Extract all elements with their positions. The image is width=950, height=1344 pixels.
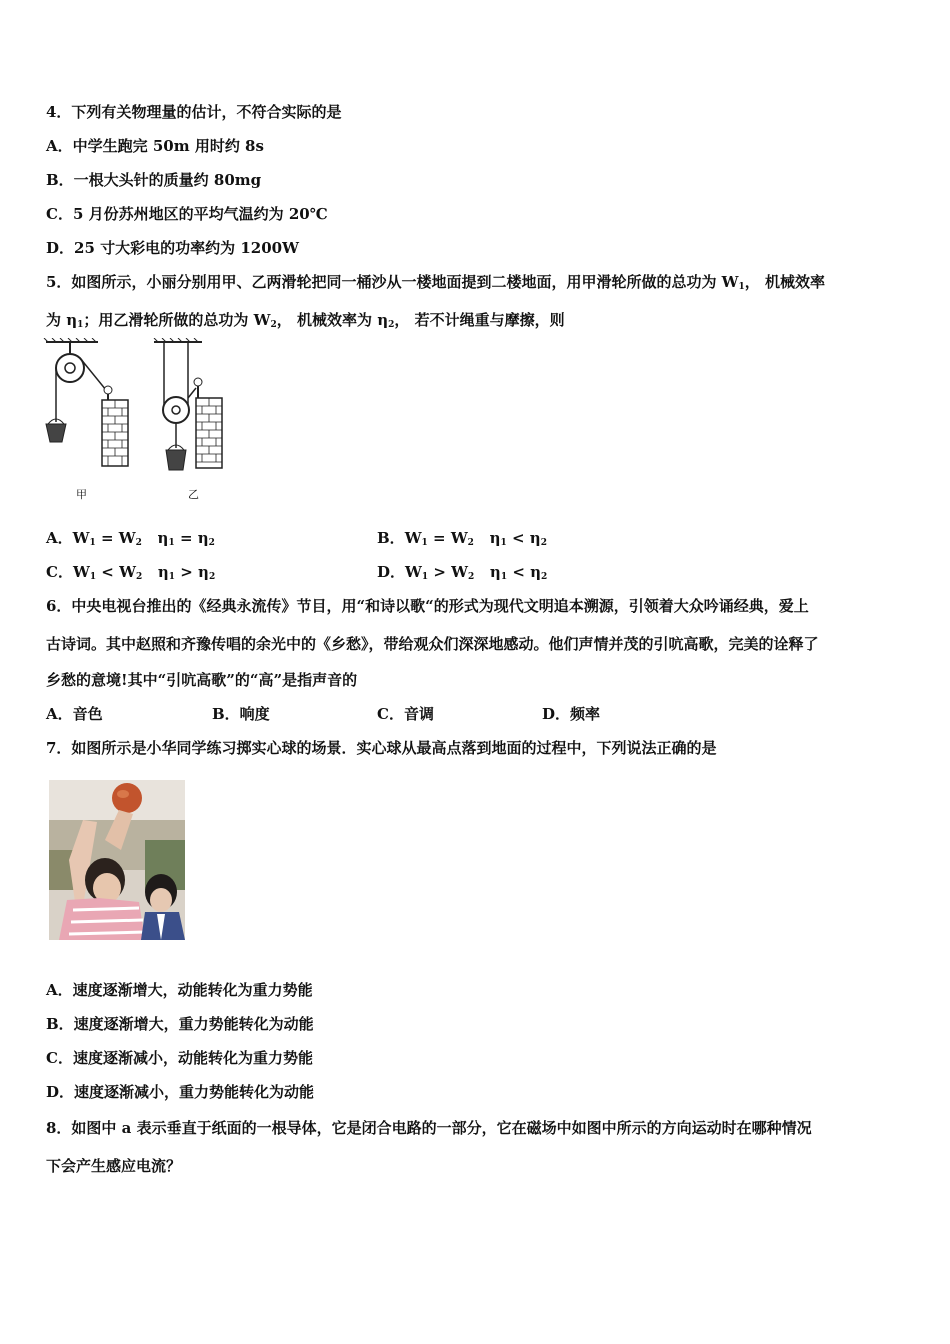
fixed-pulley-figure bbox=[40, 338, 140, 473]
figure-label-jia: 甲 bbox=[76, 488, 87, 501]
q4-option-d: D．25 寸大彩电的功率约为 1200W bbox=[46, 239, 299, 257]
q4-option-b: B．一根大头针的质量约 80mg bbox=[46, 171, 262, 189]
q7-option-a: A．速度逐渐增大，动能转化为重力势能 bbox=[46, 981, 313, 999]
q4-option-c: C．5 月份苏州地区的平均气温约为 20℃ bbox=[46, 205, 328, 223]
q8-stem-line1: 8．如图中 a 表示垂直于纸面的一根导体，它是闭合电路的一部分，它在磁场中如图中所示的方向运动时在哪种情况 bbox=[46, 1119, 812, 1137]
q4-stem: 4．下列有关物理量的估计，不符合实际的是 bbox=[46, 103, 342, 121]
q5-option-b: B．$W_1 = W_2$ $\eta_1 < \eta_2$ bbox=[377, 529, 547, 548]
q5-stem-line1: 5．如图所示，小丽分别用甲、乙两滑轮把同一桶沙从一楼地面提到二楼地面，用甲滑轮所做的总功为 $W_1$， 机械效率 bbox=[46, 273, 826, 292]
shot-put-photo bbox=[49, 780, 185, 940]
q6-option-c: C．音调 bbox=[377, 705, 434, 723]
q5-stem-line2: 为 $\eta_1$；用乙滑轮所做的总功为 $W_2$， 机械效率为 $\eta_2$， 若不计绳重与摩擦，则 bbox=[46, 311, 565, 330]
q6-stem-line2: 古诗词。其中赵照和齐豫传唱的余光中的《乡愁》，带给观众们深深地感动。他们声情并茂的引吭高歌，完美的诠释了 bbox=[46, 635, 819, 653]
q6-stem-line3: 乡愁的意境!其中“引吭高歌”的“高”是指声音的 bbox=[46, 671, 358, 689]
q7-option-c: C．速度逐渐减小，动能转化为重力势能 bbox=[46, 1049, 313, 1067]
q8-stem-line2: 下会产生感应电流？ bbox=[46, 1157, 182, 1175]
q7-option-d: D．速度逐渐减小，重力势能转化为动能 bbox=[46, 1083, 315, 1101]
q6-option-a: A．音色 bbox=[46, 705, 103, 723]
q5-option-c: C．$W_1 < W_2$ $\eta_1 > \eta_2$ bbox=[46, 563, 216, 582]
q6-stem-line1: 6．中央电视台推出的《经典永流传》节目，用“和诗以歌“的形式为现代文明追本溯源，引领着大众吟诵经典，爱上 bbox=[46, 597, 809, 615]
q6-option-b: B．响度 bbox=[212, 705, 270, 723]
figure-label-yi: 乙 bbox=[188, 488, 199, 501]
q5-option-d: D．$W_1 > W_2$ $\eta_1 < \eta_2$ bbox=[377, 563, 548, 582]
q5-option-a: A．$W_1 = W_2$ $\eta_1 = \eta_2$ bbox=[46, 529, 215, 548]
movable-pulley-figure bbox=[150, 338, 230, 488]
q7-option-b: B．速度逐渐增大，重力势能转化为动能 bbox=[46, 1015, 314, 1033]
q7-stem: 7．如图所示是小华同学练习掷实心球的场景．实心球从最高点落到地面的过程中，下列说法正确的是 bbox=[46, 739, 717, 757]
q6-option-d: D．频率 bbox=[542, 705, 601, 723]
q4-option-a: A．中学生跑完 50m 用时约 8s bbox=[46, 137, 264, 155]
